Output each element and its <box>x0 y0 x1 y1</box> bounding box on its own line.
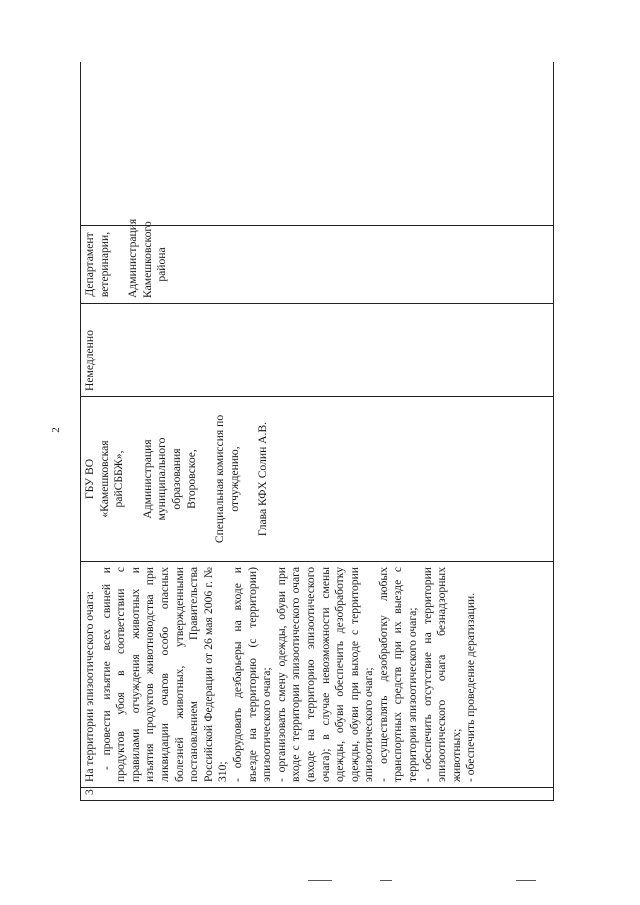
scan-artifact <box>516 880 536 881</box>
control-cell <box>81 218 554 304</box>
control-line: района <box>155 247 169 282</box>
spacer <box>112 231 126 298</box>
action-item: - обеспечить отсутствие на территории эпизоотического очага безнадзорных животных; <box>420 567 463 782</box>
responsible-line: Глава КФХ Солин А.В. <box>256 421 270 537</box>
row-number-cell: 3 <box>81 788 554 801</box>
spacer <box>127 402 141 556</box>
scan-artifact <box>308 880 332 881</box>
control-line: ветеринарии, <box>97 231 111 298</box>
page-number-wrap <box>46 420 66 440</box>
action-item: - организовать смену одежды, обуви при входе с территории эпизоотического очага (входе на территорию эпизоотического очага); в случае невозможности смены одежды, обуви обеспечить дезобработку одежды, обуви при выходе с территории эпизоотического очага; <box>274 567 376 782</box>
responsible-line: Специальная комиссия по <box>213 414 227 544</box>
responsible-line: райСББЖ», <box>112 450 126 508</box>
document-table-frame <box>80 62 554 801</box>
responsible-line: Администрация <box>140 439 154 519</box>
page-number: 2 <box>50 427 62 433</box>
responsible-line: Второвское, <box>184 449 198 509</box>
table-row <box>81 62 554 801</box>
measures-table <box>80 62 554 801</box>
action-item: - оборудовать дезбарьеры на входе и въезде на территорию (с территории) эпизоотического очага; <box>230 567 274 782</box>
action-item: - обеспечить проведение дератизации. <box>464 592 478 782</box>
actions-heading: На территории эпизоотического очага: <box>83 591 96 782</box>
actions-cell <box>81 562 554 788</box>
term-cell <box>81 304 554 397</box>
spacer <box>242 402 256 556</box>
responsible-line: «Камешковская <box>97 440 111 518</box>
term-value: Немедленно <box>83 330 96 391</box>
scan-artifact <box>380 880 392 881</box>
control-line: Администрация <box>126 218 140 298</box>
responsible-line: ГБУ ВО <box>83 458 96 500</box>
spacer <box>199 402 213 556</box>
responsible-line: муниципального <box>155 437 169 521</box>
action-item: - провести изъятие всех свиней и продуктов убоя в соответствии с правилами отчуждения животных и изъятия продуктов животноводства при ликвидации очагов особо опасных болезней животных, утвержденными постановлением Правительства Российской Федерации от 26 мая 2006 г. № 310; <box>99 567 230 782</box>
rotated-table-canvas <box>80 62 554 801</box>
control-line: Департамент <box>83 232 96 297</box>
control-line: Камешковского <box>140 221 154 298</box>
action-item: - осуществлять дезобработку любых транспортных средств при их выезде с территории эпизоотического очага; <box>376 567 420 782</box>
responsible-line: образования <box>169 448 183 510</box>
responsible-line: отчуждению, <box>227 446 241 512</box>
responsible-cell <box>81 397 554 562</box>
empty-cell <box>81 62 554 226</box>
